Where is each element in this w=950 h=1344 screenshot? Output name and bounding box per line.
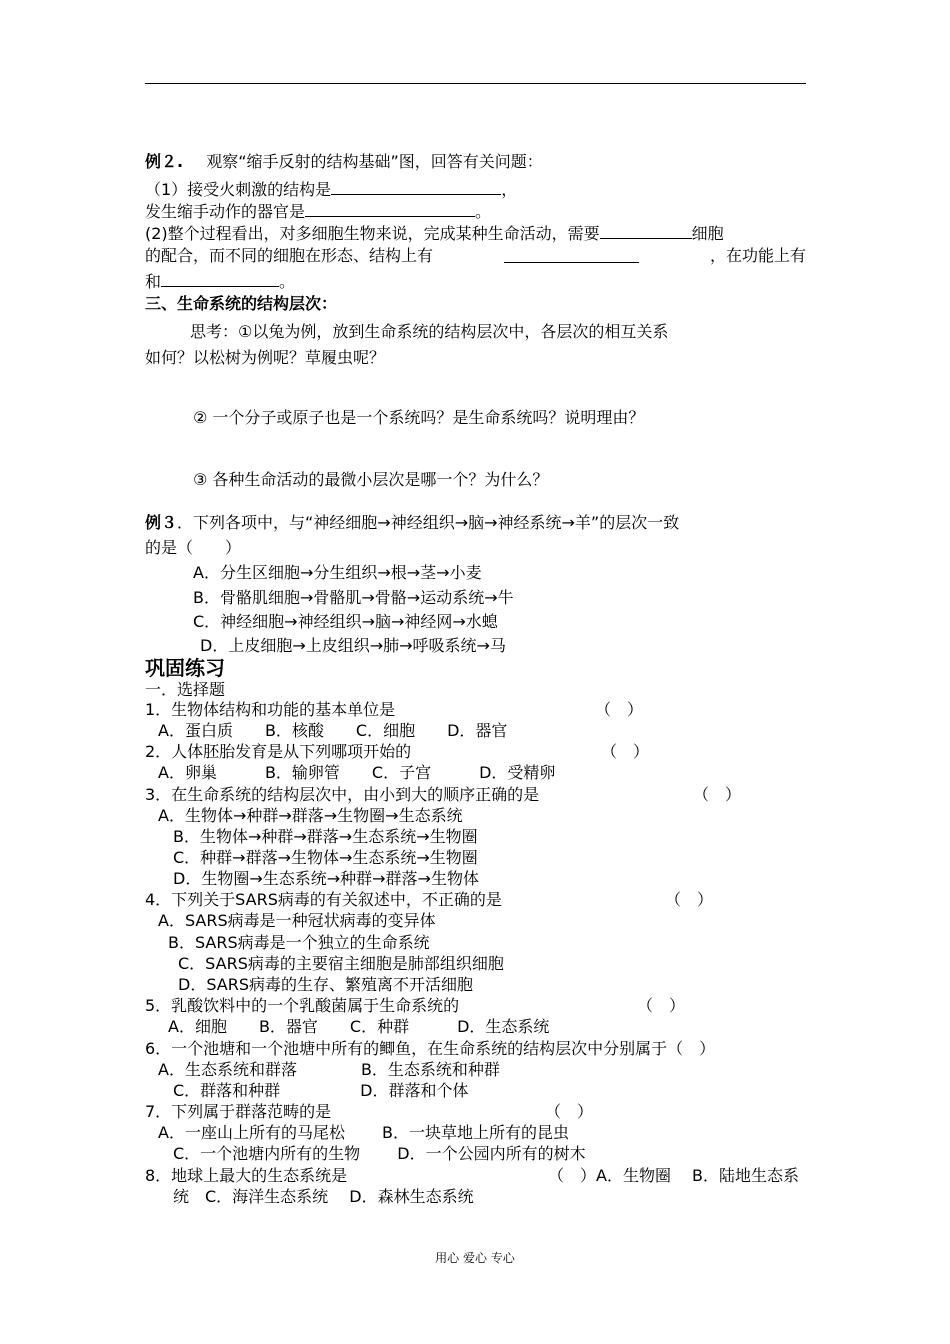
example-3-text: ．下列各项中，与“神经细胞→神经组织→脑→神经系统→羊”的层次一致 (177, 513, 680, 532)
example-2-q2a (145, 222, 724, 244)
question-3-text: 3．在生命系统的结构层次中，由小到大的顺序正确的是 (145, 785, 540, 804)
example-2-q2b (145, 246, 806, 266)
q2a-text: (2)整个过程看出，对多细胞生物来说，完成某种生命活动，需要 (145, 224, 600, 243)
question-5-text: 5．乳酸饮料中的一个乳酸菌属于生命系统的 (145, 996, 460, 1015)
question-2-options: A．卵巢 B．输卵管 C．子宫 D．受精卵 (158, 763, 556, 782)
question-7-text: 7．下列属于群落范畴的是 (145, 1102, 332, 1121)
q2b-text-2: ，在功能上有 (709, 246, 806, 265)
question-1-text: 1．生物体结构和功能的基本单位是 (145, 700, 396, 719)
q2c-text: 和 (145, 272, 162, 291)
answer-paren: （ ） (693, 785, 742, 804)
section-3-title: 三、生命系统的结构层次： (145, 294, 338, 313)
think-2: ② 一个分子或原子也是一个系统吗？是生命系统吗？说明理由？ (193, 408, 645, 427)
example-2-text: 观察“缩手反射的结构基础”图，回答有关问题： (206, 152, 543, 171)
question-7-options-2: C．一个池塘内所有的生物 D．一个公园内所有的树木 (173, 1144, 586, 1163)
practice-title: 巩固练习 (145, 656, 225, 680)
answer-blank (161, 270, 279, 287)
q2b-text-1: 的配合，而不同的细胞在形态、结构上有 (145, 246, 434, 265)
example-3-line-2: 的是（ ） (145, 538, 242, 557)
comma: ， (501, 180, 518, 199)
question-7-options-1: A．一座山上所有的马尾松 B．一块草地上所有的昆虫 (158, 1123, 570, 1142)
question-1-options: A．蛋白质 B．核酸 C．细胞 D．器官 (158, 721, 508, 740)
question-3-option-b: B．生物体→种群→群落→生态系统→生物圈 (173, 827, 478, 846)
example-2-label: 例２. (145, 152, 184, 171)
q1b-text: 发生缩手动作的器官是 (145, 202, 306, 221)
example-3-label: 例３ (145, 513, 178, 532)
question-4-option-c: C．SARS病毒的主要宿主细胞是肺部组织细胞 (178, 954, 504, 973)
question-4 (145, 890, 714, 910)
example-2-q1b (145, 200, 491, 222)
question-5 (145, 996, 686, 1016)
think-1b: 如何？以松树为例呢？草履虫呢？ (145, 348, 386, 367)
question-6: 6．一个池塘和一个池塘中所有的鲫鱼，在生命系统的结构层次中分别属于（ ） (145, 1039, 716, 1058)
question-8-options-1: （ ）A．生物圈 B．陆地生态系 (548, 1166, 800, 1185)
example-2-q1a (145, 178, 517, 200)
answer-paren: （ ） (595, 700, 644, 719)
answer-paren: （ ） (601, 742, 650, 761)
answer-paren: （ ） (637, 996, 686, 1015)
question-8 (145, 1166, 800, 1186)
example-2-q2c (145, 270, 295, 292)
answer-paren: （ ） (665, 890, 714, 909)
question-4-option-a: A．SARS病毒是一种冠状病毒的变异体 (158, 911, 436, 930)
question-4-option-d: D．SARS病毒的生存、繁殖离不开活细胞 (178, 975, 473, 994)
example-3-option-a: A．分生区细胞→分生组织→根→茎→小麦 (193, 563, 482, 582)
think-1a: 思考：①以兔为例，放到生命系统的结构层次中，各层次的相互关系 (190, 322, 669, 341)
q1a-text: （1）接受火刺激的结构是 (145, 180, 332, 199)
example-2-line (145, 152, 543, 172)
q2a-end: 细胞 (691, 224, 724, 243)
question-3-option-c: C．种群→群落→生物体→生态系统→生物圈 (173, 848, 478, 867)
answer-paren: （ ） (545, 1102, 594, 1121)
example-3-line (145, 513, 679, 533)
question-4-option-b: B．SARS病毒是一个独立的生命系统 (168, 933, 430, 952)
example-3-option-b: B．骨骼肌细胞→骨骼肌→骨骼→运动系统→牛 (193, 588, 514, 607)
question-6-options-1: A．生态系统和群落 B．生态系统和种群 (158, 1060, 500, 1079)
page-footer: 用心 爱心 专心 (435, 1251, 515, 1265)
answer-blank (600, 222, 692, 239)
example-3-option-d: D．上皮细胞→上皮组织→肺→呼吸系统→马 (200, 636, 506, 655)
question-3 (145, 785, 742, 805)
think-3: ③ 各种生命活动的最微小层次是哪一个？为什么？ (193, 470, 549, 489)
period: 。 (475, 202, 492, 221)
question-4-text: 4．下列关于SARS病毒的有关叙述中，不正确的是 (145, 890, 502, 909)
header-rule (145, 83, 806, 84)
question-2-text: 2．人体胚胎发育是从下列哪项开始的 (145, 742, 412, 761)
practice-subtitle: 一．选择题 (145, 680, 226, 699)
answer-blank (504, 246, 639, 263)
question-5-options: A．细胞 B．器官 C．种群 D．生态系统 (168, 1017, 550, 1036)
question-8-options-2: 统 C．海洋生态系统 D．森林生态系统 (173, 1187, 474, 1206)
question-3-option-a: A．生物体→种群→群落→生物圈→生态系统 (158, 806, 463, 825)
example-3-option-c: C．神经细胞→神经组织→脑→神经网→水螅 (193, 612, 498, 631)
question-8-text: 8．地球上最大的生态系统是 (145, 1166, 348, 1185)
answer-blank (331, 178, 501, 195)
question-6-options-2: C．群落和种群 D．群落和个体 (173, 1081, 469, 1100)
period: 。 (279, 272, 296, 291)
question-2 (145, 742, 650, 762)
question-1 (145, 700, 644, 720)
question-3-option-d: D．生物圈→生态系统→种群→群落→生物体 (173, 869, 479, 888)
question-7 (145, 1102, 594, 1122)
answer-blank (305, 200, 475, 217)
